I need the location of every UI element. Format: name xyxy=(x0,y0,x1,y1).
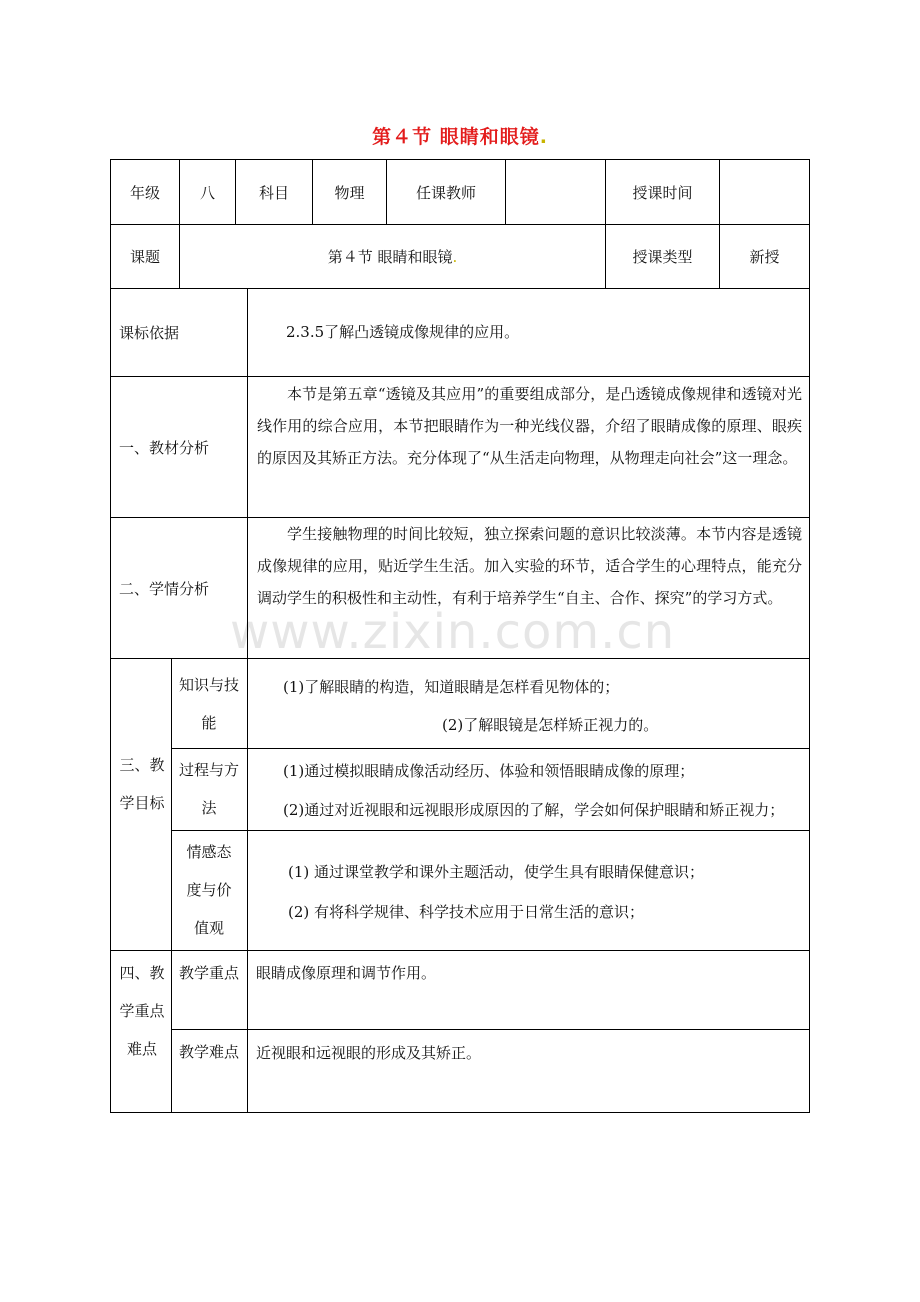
standard-content: 2.3.5了解凸透镜成像规律的应用。 xyxy=(286,323,520,341)
student-analysis-label: 二、学情分析 xyxy=(110,517,248,659)
type-label: 授课类型 xyxy=(605,224,720,289)
process-line-1: (1)通过模拟眼睛成像活动经历、体验和领悟眼睛成像的原理； xyxy=(283,762,695,780)
material-analysis-content: 本节是第五章“透镜及其应用”的重要组成部分，是凸透镜成像规律和透镜对光线作用的综合应用，本节把眼睛作为一种光线仪器，介绍了眼睛成像的原理、眼疾的原因及其矫正方法。充分体现了“从生活走向物理，从物理走向社会”这一理念。 xyxy=(257,385,802,467)
process-line-2: (2)通过对近视眼和远视眼形成原因的了解，学会如何保护眼睛和矫正视力； xyxy=(283,801,785,819)
process-label: 过程与方法 xyxy=(179,761,240,817)
material-analysis-label: 一、教材分析 xyxy=(110,376,248,518)
emotion-cell xyxy=(247,830,810,951)
time-value xyxy=(719,159,810,225)
key-label: 教学重点 xyxy=(179,964,240,982)
grade-value: 八 xyxy=(179,159,236,225)
emotion-label: 情感态度与价值观 xyxy=(186,843,232,937)
knowledge-cell xyxy=(247,658,810,749)
knowledge-label: 知识与技能 xyxy=(179,676,240,732)
difficult-label: 教学难点 xyxy=(179,1043,240,1061)
watermark: www.zixin.com.cn xyxy=(230,604,676,660)
grade-label: 年级 xyxy=(110,159,180,225)
goals-label: 三、教学目标 xyxy=(119,756,165,812)
standard-label: 课标依据 xyxy=(110,288,248,377)
subject-value: 物理 xyxy=(312,159,387,225)
key-content: 眼睛成像原理和调节作用。 xyxy=(256,964,437,982)
teacher-value xyxy=(505,159,606,225)
knowledge-line-2: (2)了解眼镜是怎样矫正视力的。 xyxy=(442,716,659,734)
emotion-line-2: (2) 有将科学规律、科学技术应用于日常生活的意识； xyxy=(288,903,645,921)
difficult-content: 近视眼和远视眼的形成及其矫正。 xyxy=(256,1044,482,1062)
type-value: 新授 xyxy=(719,224,810,289)
student-analysis-content: 学生接触物理的时间比较短，独立探索问题的意识比较淡薄。本节内容是透镜成像规律的应用，贴近学生生活。加入实验的环节，适合学生的心理特点，能充分调动学生的积极性和主动性，有利于培养学生“自主、合作、探究”的学习方式。 xyxy=(257,525,802,607)
keypoints-label: 四、教学重点难点 xyxy=(119,964,165,1058)
emotion-line-1: (1) 通过课堂教学和课外主题活动，使学生具有眼睛保健意识； xyxy=(288,863,705,881)
page-title: 第４节 眼睛和眼镜. xyxy=(372,126,548,148)
teacher-label: 任课教师 xyxy=(386,159,506,225)
subject-label: 科目 xyxy=(235,159,313,225)
topic-label: 课题 xyxy=(110,224,180,289)
time-label: 授课时间 xyxy=(605,159,720,225)
topic-value: 第４节 眼睛和眼镜 . xyxy=(179,224,606,289)
title-dot: . xyxy=(539,126,548,148)
topic-dot: . xyxy=(452,247,458,266)
knowledge-line-1: (1)了解眼睛的构造，知道眼睛是怎样看见物体的； xyxy=(283,678,620,696)
